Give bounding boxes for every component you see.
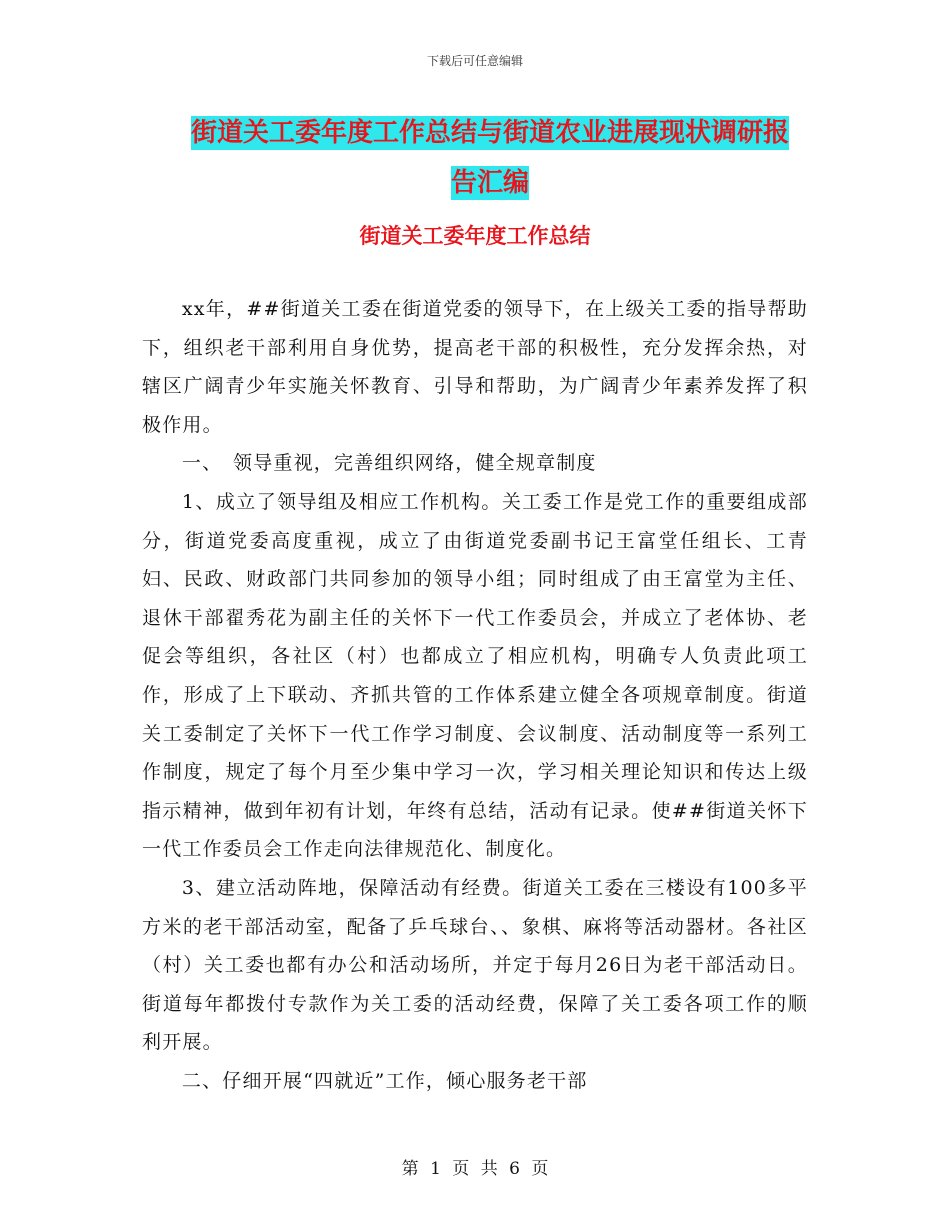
- page-header-note: 下载后可任意编辑: [426, 54, 523, 68]
- document-title: [140, 108, 840, 208]
- document-body: [142, 290, 808, 1100]
- paragraph-heading-2: 二、仔细开展“四就近”工作，倾心服务老干部: [181, 1069, 588, 1092]
- page-footer: 第 1 页 共 6 页: [401, 1159, 549, 1179]
- document-title-line-2: 告汇编: [450, 168, 529, 198]
- paragraph-heading-1: 一、 领导重视，完善组织网络，健全规章制度: [181, 452, 597, 475]
- document-title-line-1: 街道关工委年度工作总结与街道农业进展现状调研报: [190, 118, 789, 148]
- section-title: 街道关工委年度工作总结: [359, 224, 591, 248]
- paragraph-intro: xx年，##街道关工委在街道党委的领导下，在上级关工委的指导帮助下，组织老干部利用自身优势，提高老干部的积极性，充分发挥余热，对辖区广阔青少年实施关怀教育、引导和帮助，为广阔青少年素养发挥了积极作用。: [142, 298, 808, 436]
- paragraph-item-3: 3、建立活动阵地，保障活动有经费。街道关工委在三楼设有100多平方米的老干部活动室，配备了乒乓球台、、象棋、麻将等活动器材。各社区（村）关工委也都有办公和活动场所，并定于每月26日为老干部活动日。街道每年都拨付专款作为关工委的活动经费，保障了关工委各项工作的顺利开展。: [142, 876, 808, 1054]
- paragraph-item-1: 1、成立了领导组及相应工作机构。关工委工作是党工作的重要组成部分，街道党委高度重视，成立了由街道党委副书记王富堂任组长、工青妇、民政、财政部门共同参加的领导小组；同时组成了由王富堂为主任、退休干部翟秀花为副主任的关怀下一代工作委员会，并成立了老体协、老促会等组织，各社区（村）也都成立了相应机构，明确专人负责此项工作，形成了上下联动、齐抓共管的工作体系建立健全各项规章制度。街道关工委制定了关怀下一代工作学习制度、会议制度、活动制度等一系列工作制度，规定了每个月至少集中学习一次，学习相关理论知识和传达上级指示精神，做到年初有计划，年终有总结，活动有记录。使##街道关怀下一代工作委员会工作走向法律规范化、制度化。: [142, 490, 808, 861]
